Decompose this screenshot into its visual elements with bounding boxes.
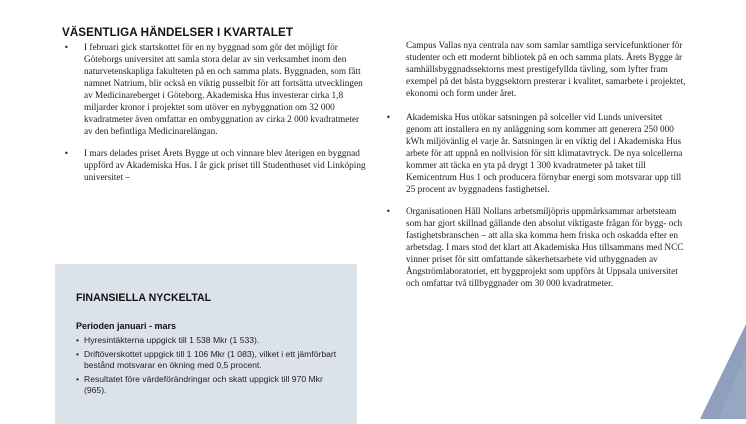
bullet-icon: • bbox=[76, 374, 80, 384]
right-column bbox=[384, 40, 688, 300]
bullet-text: Akademiska Hus utökar satsningen på solceller vid Lunds universitet genom att installera en ny anläggning som kommer att generera 250 000 kWh miljövänlig el varje år. Satsningen är en viktig del i Akademiska Hus arbete för att uppnå en nollvision för sitt klimatavtryck. De nya solcellerna kommer att täcka en yta på drygt 1 300 kvadratmeter på taket till Kemicentrum Hus 1 och producera förnybar energi som motsvarar upp till 25 procent av byggnadens fastighetsel. bbox=[406, 113, 683, 195]
key-figure-text: Resultatet före värdeförändringar och skatt uppgick till 970 Mkr (965). bbox=[84, 374, 323, 395]
bullet-text: I mars delades priset Årets Bygge ut och vinnare blev återigen en byggnad uppförd av Akademiska Hus. I år gick priset till Studenthuset vid Linköping universitet – bbox=[84, 149, 366, 183]
key-figures-title: FINANSIELLA NYCKELTAL bbox=[76, 292, 212, 304]
list-item bbox=[76, 349, 346, 371]
bullet-icon: • bbox=[386, 113, 391, 122]
bullet-icon: • bbox=[76, 335, 80, 345]
bullet-icon: • bbox=[64, 43, 69, 52]
key-figures-list bbox=[76, 335, 346, 399]
bullet-text: I februari gick startskottet för en ny byggnad som gör det möjligt för Göteborgs universitet att samla stora delar av sin verksamhet inom den naturvetenskapliga fakulteten på en och samma plats. Byggnaden, som fått namnet Natrium, blir också en viktig pusselbit för att fortsätta utvecklingen av Medicinareberget i Göteborg. Akademiska Hus investerar cirka 1,8 miljarder kronor i projektet som utöver en nybyggnation om 32 000 kvadratmeter även omfattar en ombyggnation av cirka 2 000 kvadratmeter av den befintliga Medicinarelängan. bbox=[84, 43, 363, 137]
list-item bbox=[76, 374, 346, 396]
bullet-icon: • bbox=[386, 207, 391, 216]
key-figure-text: Hyresintäkterna uppgick till 1 538 Mkr (1 533). bbox=[84, 335, 260, 345]
list-item bbox=[62, 42, 366, 138]
period-label: Perioden januari - mars bbox=[76, 321, 177, 331]
bullet-icon: • bbox=[76, 349, 80, 359]
key-figure-text: Driftöverskottet uppgick till 1 106 Mkr (1 083), vilket i ett jämförbart bestånd motsvarar en ökning med 0,5 procent. bbox=[84, 349, 337, 370]
key-figures-box bbox=[55, 264, 357, 424]
decorative-triangle-graphic bbox=[686, 324, 746, 419]
continued-paragraph: Campus Vallas nya centrala nav som samlar samtliga servicefunktioner för studenter och ett modernt bibliotek på en och samma plats. Årets Bygge är samhällsbyggnadssektorns mest prestigefyllda tävling, som lyfter fram exempel på det bästa byggsektorn presterar i kvalitet, samarbete i projektet, ekonomi och form under året. bbox=[406, 41, 686, 99]
list-item bbox=[384, 206, 688, 290]
bullet-text: Organisationen Håll Nollans arbetsmiljöpris uppmärksammar arbetsteam som har gjort skillnad gällande den absolut viktigaste frågan för bygg- och fastighetsbranschen – att alla ska komma hem friska och oskadda efter en arbetsdag. I mars stod det klart att Akademiska Hus tillsammans med NCC vinner priset för sitt omfattande säkerhetsarbete vid utbyggnaden av Ångströmlaboratoriet, ett byggprojekt som uppförs åt Uppsala universitet och omfattar två tillbyggnader om 30 000 kvadratmeter. bbox=[406, 207, 684, 289]
list-item bbox=[76, 335, 346, 346]
list-item bbox=[384, 112, 688, 196]
bullet-icon: • bbox=[64, 149, 69, 158]
list-item bbox=[62, 148, 366, 184]
section-heading: VÄSENTLIGA HÄNDELSER I KVARTALET bbox=[62, 26, 293, 39]
left-column bbox=[62, 42, 366, 194]
